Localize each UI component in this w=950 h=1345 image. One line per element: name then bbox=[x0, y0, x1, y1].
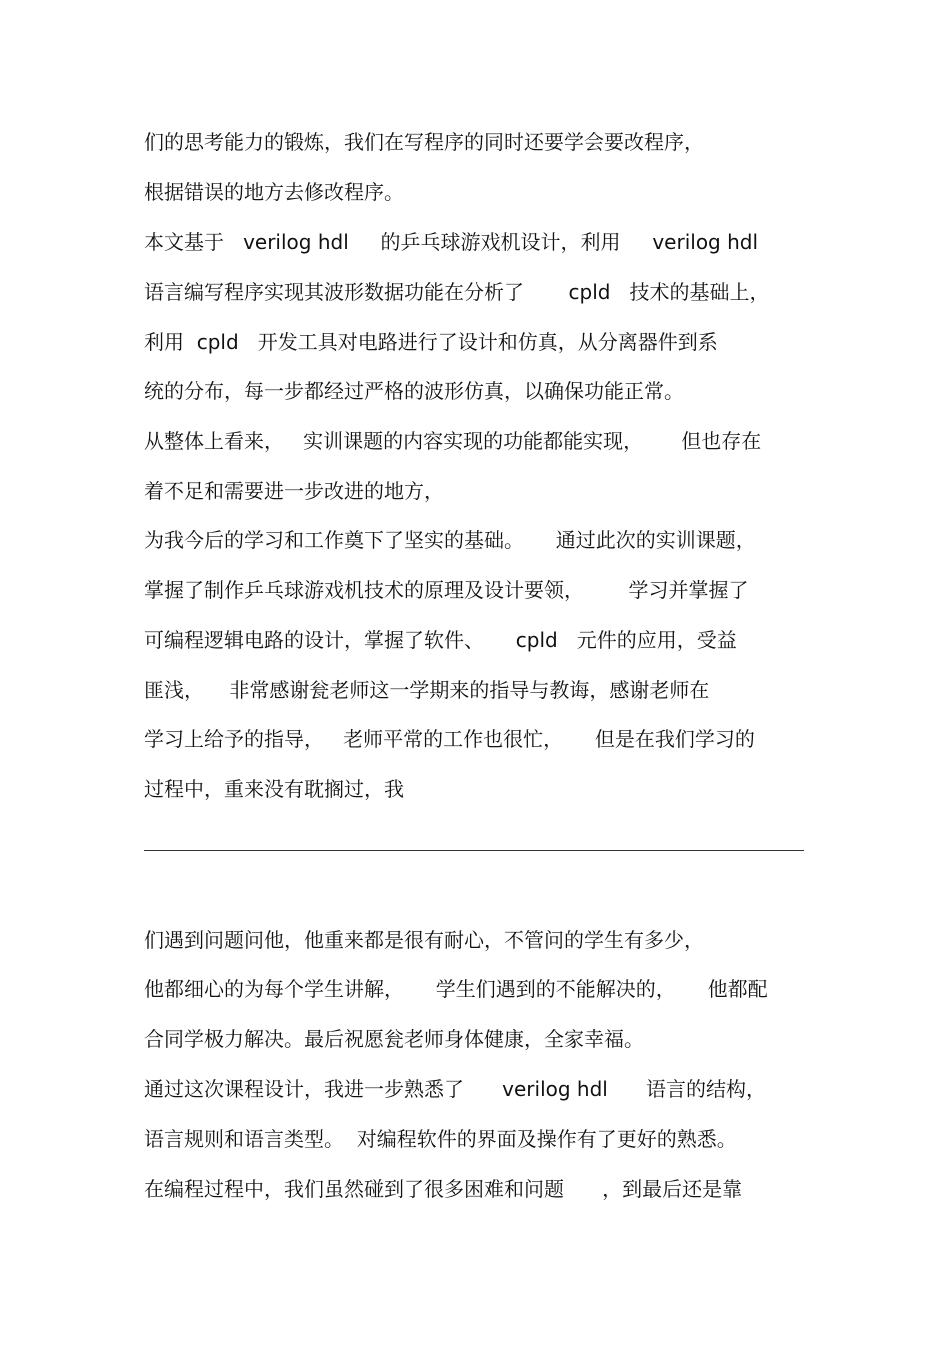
text-line: 他都细心的为每个学生讲解， 学生们遇到的不能解决的， 他都配 bbox=[144, 977, 768, 1001]
text-line: 掌握了制作乒乓球游戏机技术的原理及设计要领， 学习并掌握了 bbox=[144, 578, 749, 602]
text-line: 匪浅， 非常感谢瓮老师这一学期来的指导与教诲，感谢老师在 bbox=[144, 678, 710, 702]
text-line: 语言规则和语言类型。 对编程软件的界面及操作有了更好的熟悉。 bbox=[144, 1127, 737, 1151]
text-line: 统的分布，每一步都经过严格的波形仿真，以确保功能正常。 bbox=[144, 379, 684, 403]
text-line: 可编程逻辑电路的设计，掌握了软件、 cpld 元件的应用，受益 bbox=[144, 628, 737, 652]
text-line: 学习上给予的指导， 老师平常的工作也很忙， 但是在我们学习的 bbox=[144, 727, 755, 751]
text-line: 根据错误的地方去修改程序。 bbox=[144, 180, 404, 204]
text-line: 利用 cpld 开发工具对电路进行了设计和仿真，从分离器件到系 bbox=[144, 330, 718, 354]
text-line: 们的思考能力的锻炼，我们在写程序的同时还要学会要改程序， bbox=[144, 130, 704, 154]
text-line: 本文基于 verilog hdl 的乒乓球游戏机设计，利用 verilog hdl bbox=[144, 230, 759, 254]
text-line: 们遇到问题问他，他重来都是很有耐心，不管问的学生有多少， bbox=[144, 928, 704, 952]
text-line: 着不足和需要进一步改进的地方， bbox=[144, 479, 444, 503]
text-line: 合同学极力解决。最后祝愿瓮老师身体健康，全家幸福。 bbox=[144, 1027, 644, 1051]
page-divider bbox=[144, 850, 804, 851]
text-line: 为我今后的学习和工作奠下了坚实的基础。 通过此次的实训课题， bbox=[144, 528, 756, 552]
text-line: 在编程过程中，我们虽然碰到了很多困难和问题 ，到最后还是靠 bbox=[144, 1177, 743, 1201]
text-line: 语言编写程序实现其波形数据功能在分析了 cpld 技术的基础上， bbox=[144, 280, 770, 304]
text-line: 从整体上看来， 实训课题的内容实现的功能都能实现， 但也存在 bbox=[144, 429, 762, 453]
text-line: 通过这次课程设计，我进一步熟悉了 verilog hdl 语言的结构， bbox=[144, 1077, 766, 1101]
text-line: 过程中，重来没有耽搁过，我 bbox=[144, 777, 404, 801]
